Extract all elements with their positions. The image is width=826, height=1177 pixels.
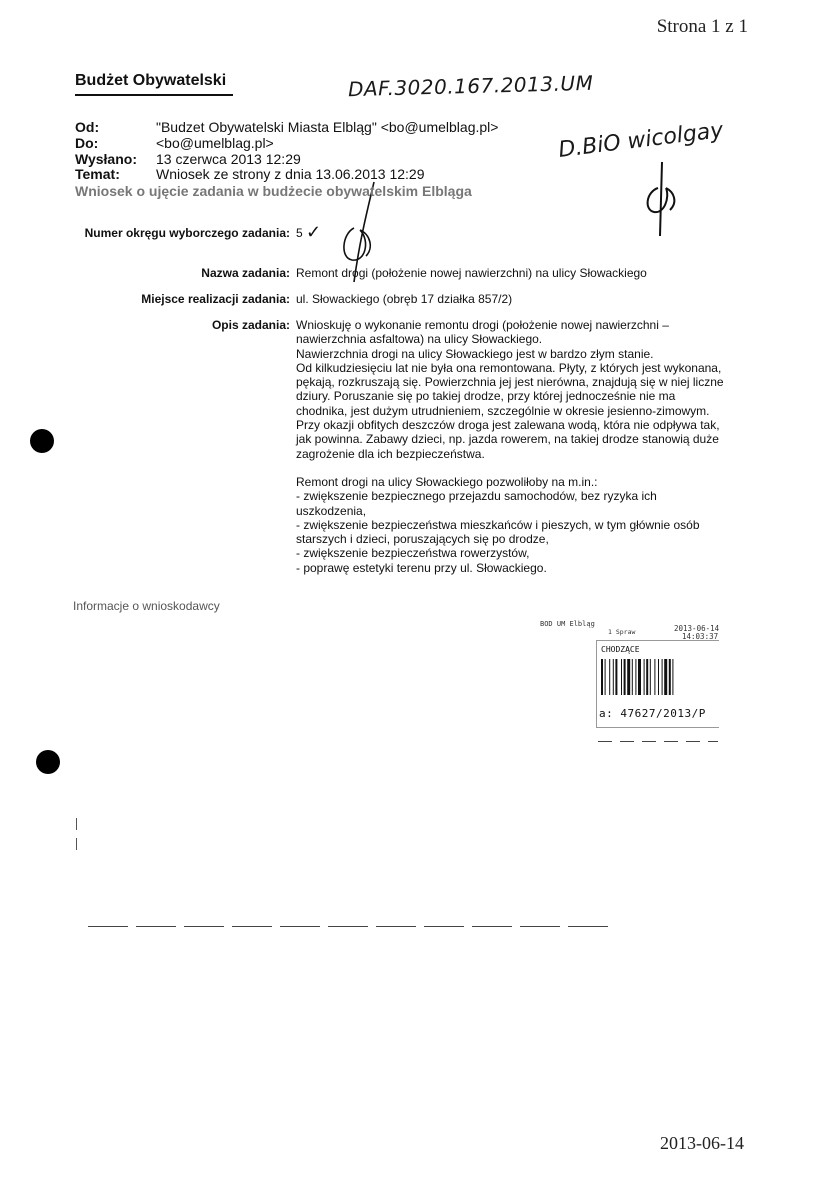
punch-hole xyxy=(36,750,60,774)
form-heading: Wniosek o ujęcie zadania w budżecie obywatelskim Elbląga xyxy=(75,183,472,199)
benefit-item: - zwiększenie bezpieczeństwa mieszkańców i pieszych, w tym głównie osób starszych i dzieci, poruszających się po drodze, xyxy=(296,517,700,547)
scan-artifact-line xyxy=(88,926,608,927)
description-paragraph: Od kilkudziesięciu lat nie była ona remontowana. Płyty, z których jest wykonana, pękają, rozkruszają się. Powierzchnia jej jest nierówna, znajdują się w niej liczne dziury. Poruszanie się po takiej drodze, przy której jednocześnie nie ma chodnika, jest dużym utrudnieniem, szczególnie w okresie jesienno-zimowym. Przy okazji obfitych deszczów droga jest zalewana wodą, która nie odpływa tak, jak powinna. Zabawy dzieci, np. jazda rowerem, na takiej drodze stanowią duże zagrożenie dla ich bezpieczeństwa. xyxy=(296,360,724,461)
organization-title: Budżet Obywatelski xyxy=(75,72,227,89)
stamp-office: BOD UM Elbląg xyxy=(540,620,595,628)
subject-value: Wniosek ze strony z dnia 13.06.2013 12:29 xyxy=(156,166,425,182)
stamp-direction: CHODZĄCE xyxy=(601,645,640,654)
sent-value: 13 czerwca 2013 12:29 xyxy=(156,151,301,167)
punch-hole xyxy=(30,429,54,453)
to-value: <bo@umelblag.pl> xyxy=(156,135,274,151)
task-name-label: Nazwa zadania: xyxy=(201,266,290,280)
district-value: 5 xyxy=(296,226,303,240)
stamp-time: 14:03:37 xyxy=(682,632,719,641)
description-paragraph: Nawierzchnia drogi na ulicy Słowackiego jest w bardzo złym stanie. xyxy=(296,346,654,361)
description-paragraph: Wnioskuję o wykonanie remontu drogi (położenie nowej nawierzchni – nawierzchnia asfaltowa) na ulicy Słowackiego. xyxy=(296,318,669,347)
handwritten-reference-number: DAF.3020.167.2013.UM xyxy=(347,70,594,102)
location-value: ul. Słowackiego (obręb 17 działka 857/2) xyxy=(296,292,513,306)
benefit-item: - zwiększenie bezpiecznego przejazdu samochodów, bez ryzyka ich uszkodzenia, xyxy=(296,489,657,518)
stamp-date: 2013-06-14 xyxy=(674,624,720,633)
subject-label: Temat: xyxy=(75,166,120,182)
to-label: Do: xyxy=(75,135,99,151)
scan-artifact-mark xyxy=(76,818,77,830)
footer-date: 2013-06-14 xyxy=(660,1133,744,1153)
sent-label: Wysłano: xyxy=(75,151,137,167)
from-value: "Budzet Obywatelski Miasta Elbląg" <bo@umelblag.pl> xyxy=(156,119,499,135)
benefit-item: - zwiększenie bezpieczeństwa rowerzystów, xyxy=(296,546,530,561)
scan-artifact-mark xyxy=(76,838,77,850)
checkmark-icon: ✓ xyxy=(306,222,322,242)
from-label: Od: xyxy=(75,119,100,135)
handwritten-department-note: D.BiO wicolgay xyxy=(557,117,725,164)
stamp-box xyxy=(596,640,719,728)
description-text xyxy=(296,318,726,575)
benefit-item: - poprawę estetyki terenu przy ul. Słowackiego. xyxy=(296,560,547,575)
applicant-info-heading: Informacje o wnioskodawcy xyxy=(73,599,220,613)
benefits-intro: Remont drogi na ulicy Słowackiego pozwoliłoby na m.in.: xyxy=(296,474,598,489)
page-number: Strona 1 z 1 xyxy=(656,16,748,37)
stamp-sub: 1 Spraw xyxy=(608,628,636,636)
district-label: Numer okręgu wyborczego zadania: xyxy=(84,226,290,240)
handwritten-signature xyxy=(640,158,690,240)
task-name-value: Remont drogi (położenie nowej nawierzchni) na ulicy Słowackiego xyxy=(296,266,647,280)
stamp-number: a: 47627/2013/P xyxy=(599,707,706,720)
location-label: Miejsce realizacji zadania: xyxy=(141,292,290,306)
description-label: Opis zadania: xyxy=(211,318,290,332)
title-underline xyxy=(75,94,233,96)
scan-artifact-line xyxy=(598,741,718,742)
barcode-icon xyxy=(601,659,705,695)
